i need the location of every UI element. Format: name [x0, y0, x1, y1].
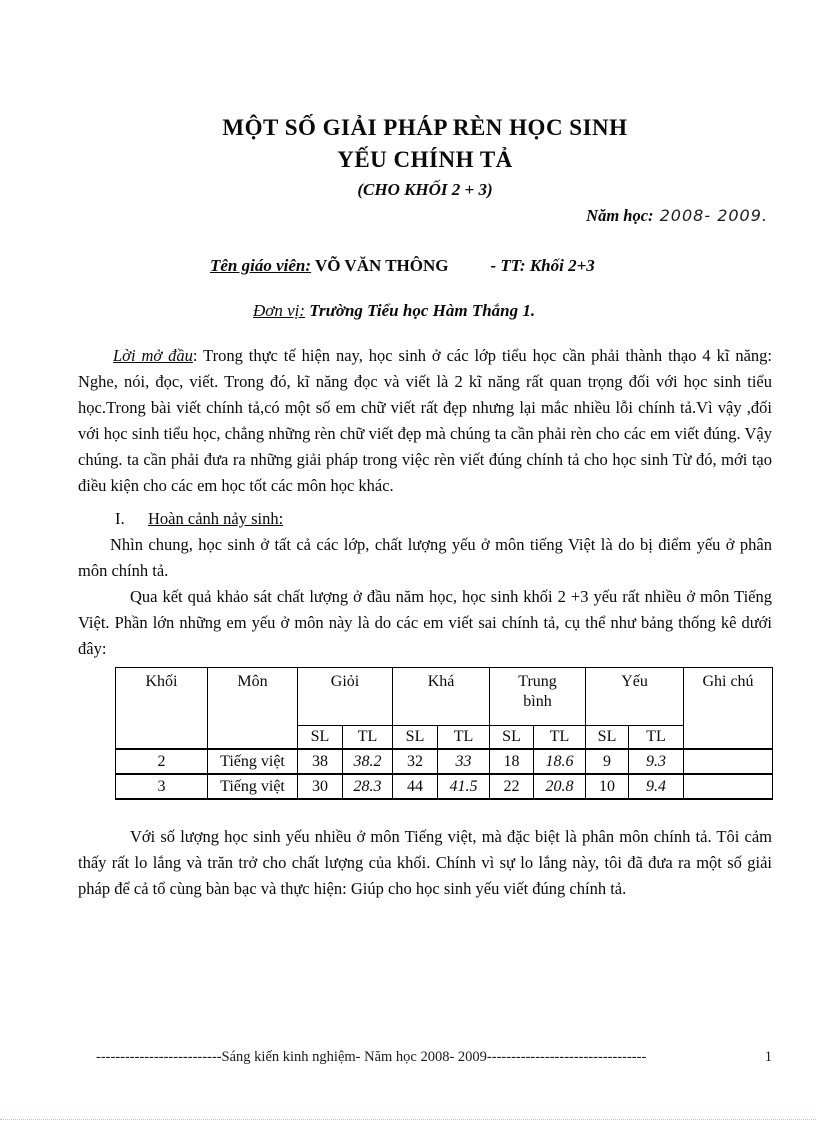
cell-tb-sl: 18	[490, 749, 534, 774]
document-title-line2: YẾU CHÍNH TẢ	[337, 147, 513, 172]
school-year-value: 2008- 2009.	[653, 206, 768, 225]
intro-lead-text: : Trong thực tế hiện nay, học sinh ở các lớp tiểu học cần phải thành thạo 4 kĩ năng: Nghe, nói, đọc, viết. Trong đó, kĩ năng đọc và viết là 2 kĩ năng rất quan trọng đối với học sinh tiểu học.Trong bài viết chính tả,có một số em chữ viết rất đẹp nhưng lại mắc nhiều lỗi chính tả.Vì vậy ,đối với học sinh tiểu học, chẳng những rèn chữ viết đẹp mà chúng ta cần phải rèn cho các em viết đúng. Vậy chúng. ta cần phải đưa ra những giải pháp trong việc rèn viết đúng chính tả cho học sinh Từ đó, mới tạo điều kiện cho các em học tốt các môn học khác.	[78, 346, 772, 495]
cell-kha-tl: 41.5	[438, 774, 490, 799]
teacher-role: - TT: Khối 2+3	[490, 256, 595, 275]
col-header-kha: Khá	[393, 668, 490, 726]
cell-gioi-tl: 28.3	[343, 774, 393, 799]
cell-ghi-chu	[684, 749, 773, 774]
col-header-gioi: Giỏi	[298, 668, 393, 726]
subheader-yeu-sl: SL	[586, 726, 629, 750]
cell-yeu-sl: 10	[586, 774, 629, 799]
unit-value: Trường Tiểu học Hàm Thắng 1.	[305, 301, 536, 320]
cell-tb-sl: 22	[490, 774, 534, 799]
col-header-khoi: Khối	[116, 668, 208, 750]
cell-yeu-tl: 9.3	[629, 749, 684, 774]
unit-line	[253, 299, 772, 323]
cell-kha-sl: 32	[393, 749, 438, 774]
subheader-tb-tl: TL	[534, 726, 586, 750]
cell-gioi-sl: 38	[298, 749, 343, 774]
subheader-kha-sl: SL	[393, 726, 438, 750]
section-1-paragraph-2: Qua kết quả khảo sát chất lượng ở đầu năm học, học sinh khối 2 +3 yếu rất nhiều ở môn Tiếng Việt. Phần lớn những em yếu ở môn này là do các em viết sai chính tả, cụ thể như bảng thống kê dưới đây:	[78, 587, 772, 658]
cell-yeu-tl: 9.4	[629, 774, 684, 799]
subheader-gioi-sl: SL	[298, 726, 343, 750]
teacher-line	[210, 254, 772, 278]
cell-tb-tl: 18.6	[534, 749, 586, 774]
cell-tb-tl: 20.8	[534, 774, 586, 799]
cell-gioi-sl: 30	[298, 774, 343, 799]
table-row	[116, 774, 773, 799]
col-header-mon: Môn	[208, 668, 298, 750]
cell-gioi-tl: 38.2	[343, 749, 393, 774]
col-header-yeu: Yếu	[586, 668, 684, 726]
subheader-gioi-tl: TL	[343, 726, 393, 750]
teacher-label: Tên giáo viên:	[210, 256, 312, 275]
cell-kha-sl: 44	[393, 774, 438, 799]
section-1-heading	[78, 506, 772, 532]
cell-ghi-chu	[684, 774, 773, 799]
col-header-ghi-chu: Ghi chú	[684, 668, 773, 750]
table-row	[116, 749, 773, 774]
cell-mon: Tiếng việt	[208, 774, 298, 799]
intro-paragraph	[78, 343, 772, 499]
document-subtitle: (CHO KHỐI 2 + 3)	[357, 180, 493, 199]
section-1-heading-text: Hoàn cảnh nảy sinh:	[148, 509, 284, 528]
section-1-paragraph-1: Nhìn chung, học sinh ở tất cả các lớp, chất lượng yếu ở môn tiếng Việt là do bị điểm yếu ở phân môn chính tả.	[78, 535, 772, 580]
col-header-trung-binh: Trung bình	[490, 668, 586, 726]
subheader-yeu-tl: TL	[629, 726, 684, 750]
intro-lead-label: Lời mở đầu	[113, 346, 193, 365]
document-title-line1: MỘT SỐ GIẢI PHÁP RÈN HỌC SINH	[222, 115, 628, 140]
cell-yeu-sl: 9	[586, 749, 629, 774]
page-bottom-dotted-divider	[0, 1119, 816, 1120]
page-number: 1	[764, 1049, 772, 1065]
teacher-name: VÕ VĂN THÔNG	[311, 256, 449, 275]
cell-khoi: 2	[116, 749, 208, 774]
cell-kha-tl: 33	[438, 749, 490, 774]
cell-mon: Tiếng việt	[208, 749, 298, 774]
school-year-label: Năm học:	[586, 206, 654, 225]
unit-label: Đơn vị:	[253, 301, 306, 320]
subheader-tb-sl: SL	[490, 726, 534, 750]
quality-survey-table	[115, 667, 773, 800]
school-year-line	[78, 204, 772, 228]
closing-paragraph: Với số lượng học sinh yếu nhiều ở môn Tiếng việt, mà đặc biệt là phân môn chính tả. Tôi cảm thấy rất lo lắng và trăn trở cho chất lượng của khối. Chính vì sự lo lắng này, tôi đã đưa ra một số giải pháp để cả tổ cùng bàn bạc và thực hiện: Giúp cho học sinh yếu viết đúng chính tả.	[78, 827, 772, 898]
page-footer	[78, 1046, 772, 1068]
footer-text: --------------------------Sáng kiến kinh nghiệm- Năm học 2008- 2009---------------------------------	[96, 1049, 647, 1065]
cell-khoi: 3	[116, 774, 208, 799]
subheader-kha-tl: TL	[438, 726, 490, 750]
section-1-numeral: I.	[115, 509, 125, 528]
